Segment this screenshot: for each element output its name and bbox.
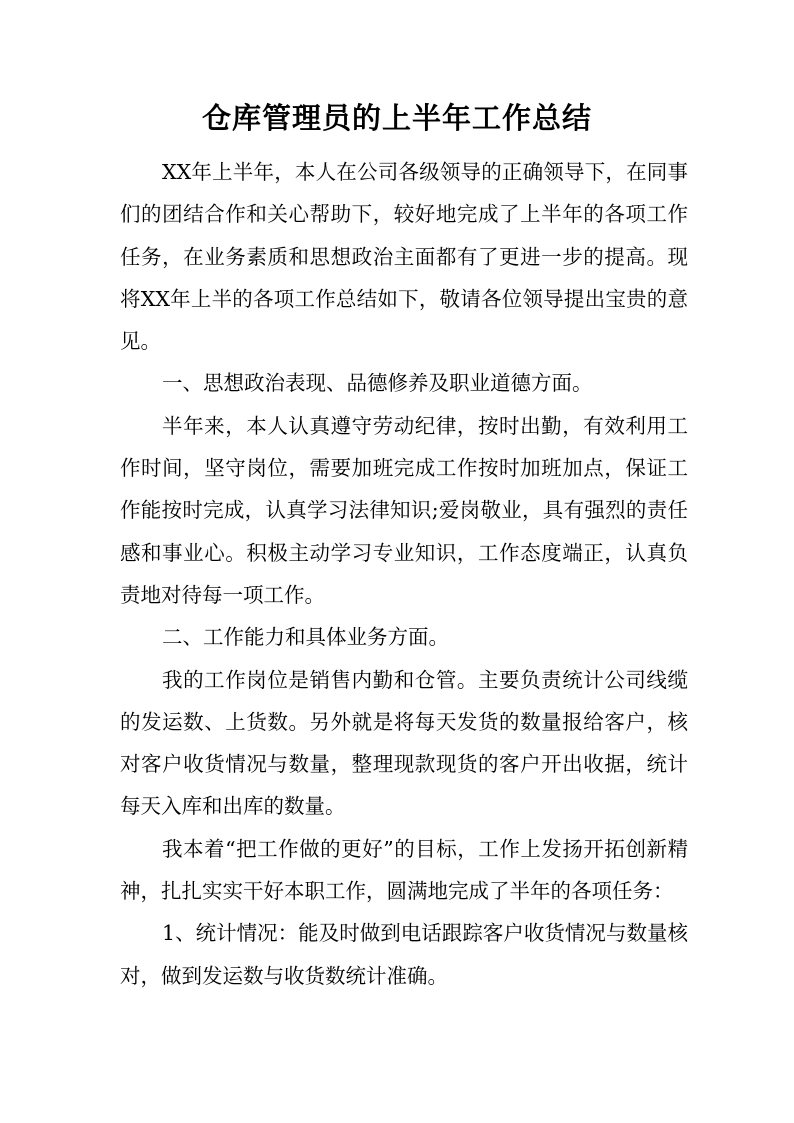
paragraph-job-duties: 我的工作岗位是销售内勤和仓管。主要负责统计公司线缆的发运数、上货数。另外就是将每天发货的数量报给客户，核对客户收货情况与数量，整理现款现货的客户开出收据，统计每天入库和出库的数量。 xyxy=(120,667,688,819)
section-heading-1: 一、思想政治表现、品德修养及职业道德方面。 xyxy=(162,371,593,396)
document-body xyxy=(120,151,688,997)
section-heading-2: 二、工作能力和具体业务方面。 xyxy=(162,625,450,650)
paragraph-goals: 我本着“把工作做的更好”的目标，工作上发扬开拓创新精神，扎扎实实干好本职工作，圆满地完成了半年的各项任务： xyxy=(120,836,688,904)
document-title: 仓库管理员的上半年工作总结 xyxy=(201,101,592,135)
paragraph-item-1: 1、统计情况：能及时做到电话跟踪客户收货情况与数量核对，做到发运数与收货数统计准确。 xyxy=(120,921,688,988)
paragraph-section-1: 半年来，本人认真遵守劳动纪律，按时出勤，有效利用工作时间，坚守岗位，需要加班完成工作按时加班加点，保证工作能按时完成，认真学习法律知识;爱岗敬业，具有强烈的责任感和事业心。积极主动学习专业知识，工作态度端正，认真负责地对待每一项工作。 xyxy=(120,413,688,607)
paragraph-intro: XX年上半年，本人在公司各级领导的正确领导下，在同事们的团结合作和关心帮助下，较好地完成了上半年的各项工作任务，在业务素质和思想政治主面都有了更进一步的提高。现将XX年上半的各项工作总结如下，敬请各位领导提出宝贵的意见。 xyxy=(120,160,688,354)
